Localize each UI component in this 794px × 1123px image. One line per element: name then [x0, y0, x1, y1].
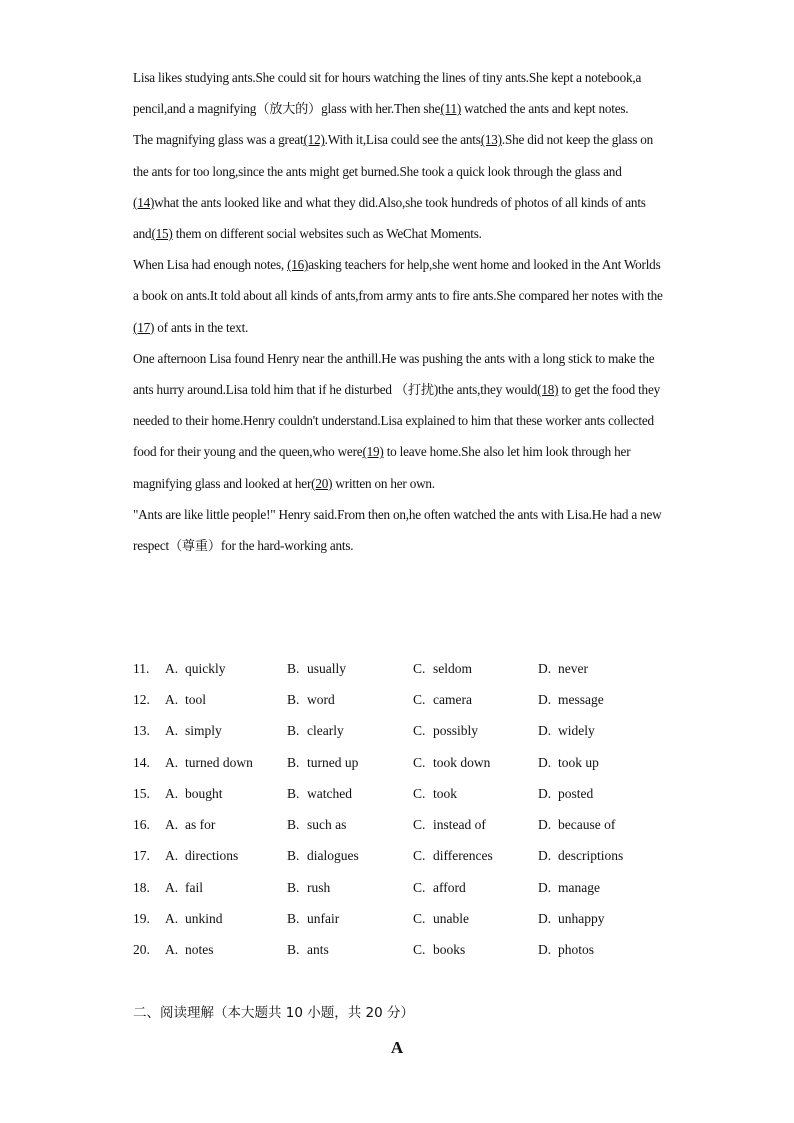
blank-13: (13): [480, 132, 502, 148]
option-d[interactable]: D. photos: [538, 942, 595, 958]
blank-12: (12): [303, 132, 325, 148]
option-d[interactable]: D. because of: [538, 817, 616, 833]
option-b[interactable]: B. unfair: [287, 911, 340, 927]
option-d[interactable]: D. descriptions: [538, 848, 624, 864]
question-row: [133, 747, 693, 778]
question-number: 14.: [133, 754, 150, 770]
option-b[interactable]: B. ants: [287, 942, 329, 958]
passage-paragraph-5: "Ants are like little people!" Henry said.From then on,he often watched the ants with Lisa.He had a new respect（尊重）for the hard-working ants.: [133, 506, 662, 554]
passage-paragraph-3: When Lisa had enough notes, (16)asking teachers for help,she went home and looked in the Ant Worlds a book on ants.It told about all kinds of ants,from army ants to fire ants.She compared her notes with the (17) of ants in the text.: [133, 257, 663, 335]
question-row: [133, 872, 693, 903]
option-c[interactable]: C. instead of: [413, 817, 486, 833]
option-b[interactable]: B. word: [287, 691, 335, 707]
question-row: [133, 841, 693, 872]
option-a[interactable]: A. turned down: [165, 754, 253, 770]
blank-18: (18): [537, 382, 559, 398]
question-list: [133, 653, 693, 966]
question-number: 19.: [133, 911, 150, 927]
question-row: [133, 935, 693, 966]
question-number: 12.: [133, 691, 150, 707]
option-b[interactable]: B. clearly: [287, 723, 344, 739]
question-row: [133, 653, 693, 684]
option-d[interactable]: D. never: [538, 660, 588, 676]
question-number: 17.: [133, 848, 150, 864]
option-c[interactable]: C. seldom: [413, 660, 472, 676]
passage-paragraph-2: The magnifying glass was a great(12).With it,Lisa could see the ants(13).She did not keep the glass on the ants for too long,since the ants might get burned.She took a quick look through the glass and (14)what the ants looked like and what they did.Also,she took hundreds of photos of all kinds of ants and(15) them on different social websites such as WeChat Moments.: [133, 132, 654, 242]
option-c[interactable]: C. camera: [413, 691, 472, 707]
option-c[interactable]: C. afford: [413, 879, 466, 895]
option-d[interactable]: D. message: [538, 691, 604, 707]
option-c[interactable]: C. took: [413, 785, 458, 801]
question-number: 18.: [133, 879, 150, 895]
option-b[interactable]: B. dialogues: [287, 848, 359, 864]
option-b[interactable]: B. usually: [287, 660, 346, 676]
option-a[interactable]: A. unkind: [165, 911, 223, 927]
question-row: [133, 778, 693, 809]
cloze-passage: [133, 62, 665, 561]
passage-paragraph-4: One afternoon Lisa found Henry near the anthill.He was pushing the ants with a long stick to make the ants hurry around.Lisa told him that if he disturbed （打扰)the ants,they would(18) to get the food they needed to their home.Henry couldn't understand.Lisa explained to him that these worker ants collected food for their young and the queen,who were(19) to leave home.She also let him look through her magnifying glass and looked at her(20) written on her own.: [133, 350, 660, 491]
option-c[interactable]: C. unable: [413, 911, 469, 927]
option-b[interactable]: B. rush: [287, 879, 331, 895]
option-a[interactable]: A. directions: [165, 848, 239, 864]
option-a[interactable]: A. fail: [165, 879, 203, 895]
question-row: [133, 684, 693, 715]
blank-19: (19): [362, 444, 384, 460]
blank-17: (17): [133, 319, 155, 335]
option-c[interactable]: C. books: [413, 942, 466, 958]
option-b[interactable]: B. such as: [287, 817, 347, 833]
blank-20: (20): [311, 475, 333, 491]
option-d[interactable]: D. posted: [538, 785, 594, 801]
blank-11: (11): [440, 101, 462, 117]
option-c[interactable]: C. possibly: [413, 723, 479, 739]
blank-16: (16): [287, 257, 309, 273]
option-c[interactable]: C. took down: [413, 754, 491, 770]
option-b[interactable]: B. watched: [287, 785, 352, 801]
question-row: [133, 716, 693, 747]
question-number: 16.: [133, 817, 150, 833]
blank-14: (14): [133, 194, 155, 210]
option-c[interactable]: C. differences: [413, 848, 493, 864]
option-a[interactable]: A. bought: [165, 785, 223, 801]
question-number: 15.: [133, 785, 150, 801]
option-d[interactable]: D. widely: [538, 723, 595, 739]
option-a[interactable]: A. as for: [165, 817, 216, 833]
option-a[interactable]: A. quickly: [165, 660, 226, 676]
option-a[interactable]: A. tool: [165, 691, 207, 707]
option-d[interactable]: D. took up: [538, 754, 599, 770]
question-number: 20.: [133, 942, 150, 958]
question-row: [133, 809, 693, 840]
part-letter: A: [390, 1038, 404, 1057]
section-heading: 二、阅读理解（本大题共 10 小题，共 20 分）: [133, 1005, 415, 1021]
option-d[interactable]: D. unhappy: [538, 911, 605, 927]
blank-15: (15): [151, 226, 173, 242]
option-b[interactable]: B. turned up: [287, 754, 359, 770]
question-number: 13.: [133, 723, 150, 739]
question-row: [133, 903, 693, 934]
question-number: 11.: [133, 660, 150, 676]
option-d[interactable]: D. manage: [538, 879, 600, 895]
option-a[interactable]: A. notes: [165, 942, 214, 958]
option-a[interactable]: A. simply: [165, 723, 222, 739]
passage-paragraph-1: Lisa likes studying ants.She could sit for hours watching the lines of tiny ants.She kept a notebook,a pencil,and a magnifying（放大的）glass with her.Then she(11) watched the ants and kept notes.: [133, 70, 642, 117]
